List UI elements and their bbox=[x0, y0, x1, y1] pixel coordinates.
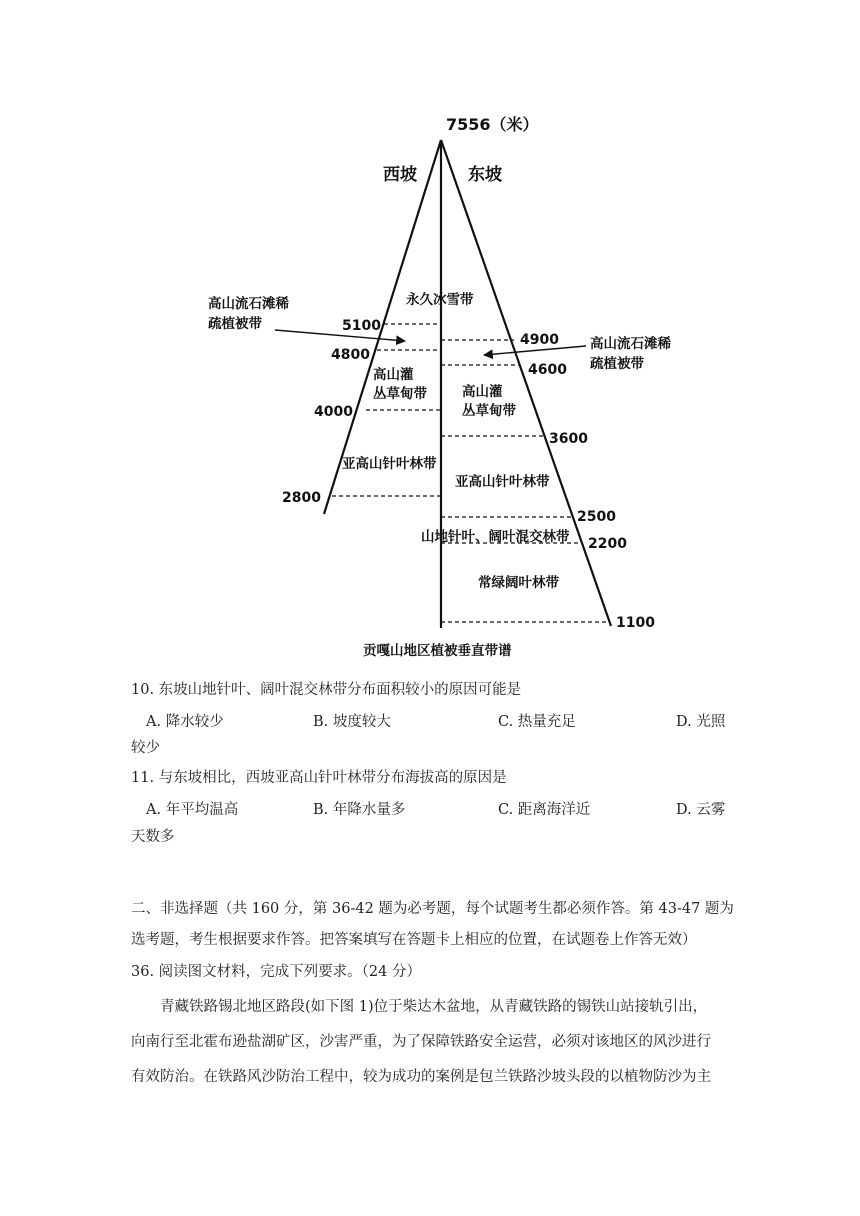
zone-broadleaf: 常绿阔叶林带 bbox=[478, 575, 559, 591]
q36-paragraph-line3: 有效防治。在铁路风沙防治工程中，较为成功的案例是包兰铁路沙坡头段的以植物防沙为主 bbox=[131, 1069, 711, 1085]
peak-label: 7556（米） bbox=[446, 115, 539, 134]
east-slope-line bbox=[441, 140, 611, 626]
q11-option-b: B. 年降水量多 bbox=[313, 802, 406, 818]
zone-east-meadow-2: 丛草甸带 bbox=[462, 403, 516, 419]
q36-paragraph-line2: 向南行至北霍布逊盐湖矿区，沙害严重，为了保障铁路安全运营，必须对该地区的风沙进行 bbox=[131, 1034, 711, 1050]
zone-east-subalpine: 亚高山针叶林带 bbox=[455, 474, 550, 490]
question-10-stem: 10. 东坡山地针叶、阔叶混交林带分布面积较小的原因可能是 bbox=[131, 682, 522, 698]
east-callout-line2: 疏植被带 bbox=[590, 356, 644, 372]
q36-paragraph-line1: 青藏铁路锡北地区路段(如下图 1)位于柴达木盆地，从青藏铁路的锡铁山站接轨引出， bbox=[131, 999, 708, 1015]
q10-option-d: D. 光照 bbox=[676, 714, 726, 730]
west-alt-4000: 4000 bbox=[314, 404, 353, 420]
west-alt-2800: 2800 bbox=[282, 490, 321, 506]
east-alt-3600: 3600 bbox=[549, 431, 588, 447]
section-heading-line2: 选考题，考生根据要求作答。把答案填写在答题卡上相应的位置，在试题卷上作答无效） bbox=[131, 932, 697, 948]
zone-west-meadow-1: 高山灌 bbox=[373, 367, 414, 383]
zone-snow: 永久冰雪带 bbox=[406, 292, 474, 308]
east-callout-line1: 高山流石滩稀 bbox=[590, 336, 671, 352]
question-11-stem: 11. 与东坡相比，西坡亚高山针叶林带分布海拔高的原因是 bbox=[131, 770, 507, 786]
q10-option-d-wrap: 较少 bbox=[131, 740, 160, 756]
q11-option-a: A. 年平均温高 bbox=[146, 802, 239, 818]
q11-option-d-wrap: 天数多 bbox=[131, 829, 175, 845]
zone-west-meadow-2: 丛草甸带 bbox=[373, 386, 427, 402]
west-alt-4800: 4800 bbox=[331, 347, 370, 363]
q10-option-c: C. 热量充足 bbox=[498, 714, 576, 730]
west-callout-line2: 疏植被带 bbox=[208, 316, 262, 332]
east-alt-2500: 2500 bbox=[577, 509, 616, 525]
zone-mixed: 山地针叶、阔叶混交林带 bbox=[421, 529, 570, 545]
east-alt-2200: 2200 bbox=[588, 536, 627, 552]
west-callout-arrow bbox=[275, 330, 405, 341]
q11-option-c: C. 距离海洋近 bbox=[498, 802, 591, 818]
zone-west-subalpine: 亚高山针叶林带 bbox=[342, 456, 437, 472]
q11-option-d: D. 云雾 bbox=[676, 802, 726, 818]
east-alt-1100: 1100 bbox=[616, 615, 655, 631]
east-alt-4600: 4600 bbox=[528, 362, 567, 378]
east-alt-4900: 4900 bbox=[520, 332, 559, 348]
west-callout-line1: 高山流石滩稀 bbox=[208, 296, 289, 312]
west-slope-label: 西坡 bbox=[383, 165, 417, 185]
section-heading-line1: 二、非选择题（共 160 分，第 36-42 题为必考题，每个试题考生都必须作答。第 43-47 题为 bbox=[131, 901, 734, 917]
q10-option-b: B. 坡度较大 bbox=[313, 714, 391, 730]
east-slope-label: 东坡 bbox=[468, 165, 502, 185]
west-alt-5100: 5100 bbox=[342, 318, 381, 334]
question-36-stem: 36. 阅读图文材料，完成下列要求。（24 分） bbox=[131, 964, 421, 980]
figure-caption: 贡嘎山地区植被垂直带谱 bbox=[363, 643, 512, 659]
zone-east-meadow-1: 高山灌 bbox=[462, 384, 503, 400]
q10-option-a: A. 降水较少 bbox=[146, 714, 224, 730]
